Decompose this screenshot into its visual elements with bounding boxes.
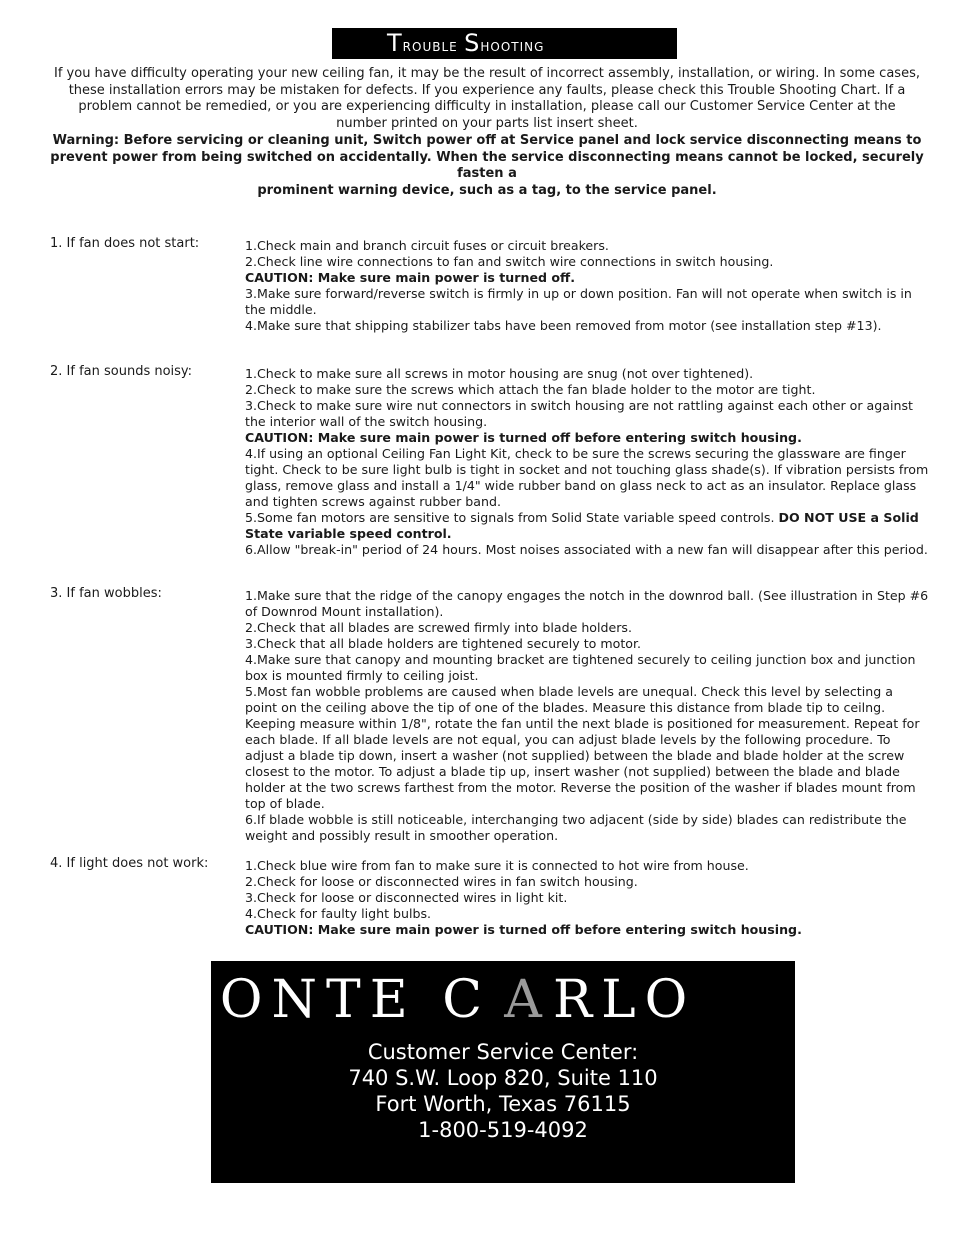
customer-service-box <box>157 961 795 1183</box>
title-second-cap: S <box>464 29 481 57</box>
contact-address: 740 S.W. Loop 820, Suite 110 <box>348 1066 658 1090</box>
answer-line-bold: DO NOT USE a Solid State variable speed control. <box>245 510 919 541</box>
title-first-rest: rouble <box>402 36 458 56</box>
answer-line: 3.Check to make sure wire nut connectors in switch housing are not rattling against each other or against the interior wall of the switch housing. <box>245 398 913 429</box>
contact-city: Fort Worth, Texas 76115 <box>375 1092 631 1116</box>
answer-line: 4.Check for faulty light bulbs. <box>245 906 432 921</box>
intro-paragraph-end: number printed on your parts list insert sheet. <box>336 116 638 132</box>
answer-line: 1.Check main and branch circuit fuses or circuit breakers. <box>245 238 609 253</box>
answer-line: 3.Check for loose or disconnected wires in light kit. <box>245 890 568 905</box>
section-question: 2. If fan sounds noisy: <box>50 364 193 379</box>
brand-logo <box>157 967 795 1033</box>
brand-logo-left: MONTE C <box>157 970 491 1030</box>
intro-paragraph: If you have difficulty operating your new ceiling fan, it may be the result of incorrect assembly, installation, or wiring. In some cases, these installation errors may be mistaken for defects. If you experience any faults, please check this Trouble Shooting Chart. If a problem cannot be remedied, or you are experiencing difficulty in installation, please call our Customer Service Center at the <box>54 66 920 115</box>
section-question: 3. If fan wobbles: <box>50 586 162 601</box>
section-answers <box>245 588 929 844</box>
warning-text: Warning: Before servicing or cleaning unit, Switch power off at Service panel and lock service disconnecting means to prevent power from being switched on accidentally. When the service disconnecting means cannot be locked, securely fasten a <box>50 132 924 182</box>
intro <box>40 66 934 200</box>
warning-text-end: prominent warning device, such as a tag, to the service panel. <box>257 182 717 198</box>
title-first-cap: T <box>387 29 403 57</box>
answer-line: 4.Make sure that canopy and mounting bracket are tightened securely to ceiling junction box and junction box is mounted firmly to ceiling joist. <box>245 652 916 683</box>
answer-line: 2.Check to make sure the screws which attach the fan blade holder to the motor are tight. <box>245 382 816 397</box>
section-question: 1. If fan does not start: <box>50 236 200 251</box>
brand-logo-right: RLO <box>553 970 697 1030</box>
answer-line: 5.Most fan wobble problems are caused when blade levels are unequal. Check this level by selecting a point on the ceiling above the tip of one of the blades. Measure this distance from blade tip to ceilng. Keeping measure within 1/8", rotate the fan until the next blade is positioned for measurement. Repeat for each blade. If all blade levels are not equal, you can adjust blade levels by the following procedure. To adjust a blade tip down, insert a washer (not supplied) between the blade and blade holder at the screw closest to the motor. To adjust a blade tip up, insert washer (not supplied) between the blade and blade holder at the two screws farthest from the motor. Reverse the position of the washer if blades mount from top of blade. <box>245 684 920 811</box>
answer-line: 1.Check to make sure all screws in motor housing are snug (not over tightened). <box>245 366 754 381</box>
answer-line: 2.Check line wire connections to fan and switch wire connections in switch housing. <box>245 254 774 269</box>
answer-line: 1.Make sure that the ridge of the canopy engages the notch in the downrod ball. (See illustration in Step #6 of Downrod Mount installation). <box>245 588 929 619</box>
section-answers <box>245 858 929 938</box>
answer-line: 3.Check that all blade holders are tightened securely to motor. <box>245 636 641 651</box>
answer-line-text: 5.Some fan motors are sensitive to signals from Solid State variable speed controls. <box>245 510 779 525</box>
answer-line: 4.If using an optional Ceiling Fan Light Kit, check to be sure the screws securing the glassware are finger tight. Check to be sure light bulb is tight in socket and not touching glass shade(s). If vibration persists from glass, remove glass and install a 1/4" wide rubber band on glass neck to act as an insulator. Replace glass and tighten screws against rubber band. <box>245 446 929 509</box>
answer-line: 2.Check for loose or disconnected wires in fan switch housing. <box>245 874 638 889</box>
page-title <box>332 28 677 59</box>
section-answers <box>245 366 929 558</box>
answer-line: 6.Allow "break-in" period of 24 hours. Most noises associated with a new fan will disappear after this period. <box>245 542 928 557</box>
section-answers <box>245 238 929 334</box>
answer-line <box>245 510 929 542</box>
contact-heading: Customer Service Center: <box>367 1040 639 1064</box>
caution-line: CAUTION: Make sure main power is turned off before entering switch housing. <box>245 922 802 937</box>
caution-line: CAUTION: Make sure main power is turned off. <box>245 270 576 285</box>
section-question: 4. If light does not work: <box>50 856 209 871</box>
answer-line: 1.Check blue wire from fan to make sure it is connected to hot wire from house. <box>245 858 749 873</box>
answer-line: 6.If blade wobble is still noticeable, interchanging two adjacent (side by side) blades can redistribute the weight and possibly result in smoother operation. <box>245 812 907 843</box>
brand-logo-svg <box>157 967 783 1033</box>
contact-info <box>211 1039 795 1143</box>
caution-line: CAUTION: Make sure main power is turned off before entering switch housing. <box>245 430 802 445</box>
title-second-rest: hooting <box>480 36 545 56</box>
answer-line: 2.Check that all blades are screwed firmly into blade holders. <box>245 620 632 635</box>
brand-logo-a: A <box>504 970 542 1030</box>
answer-line: 4.Make sure that shipping stabilizer tabs have been removed from motor (see installation step #13). <box>245 318 882 333</box>
contact-phone: 1-800-519-4092 <box>418 1118 588 1142</box>
answer-line: 3.Make sure forward/reverse switch is firmly in up or down position. Fan will not operate when switch is in the middle. <box>245 286 912 317</box>
